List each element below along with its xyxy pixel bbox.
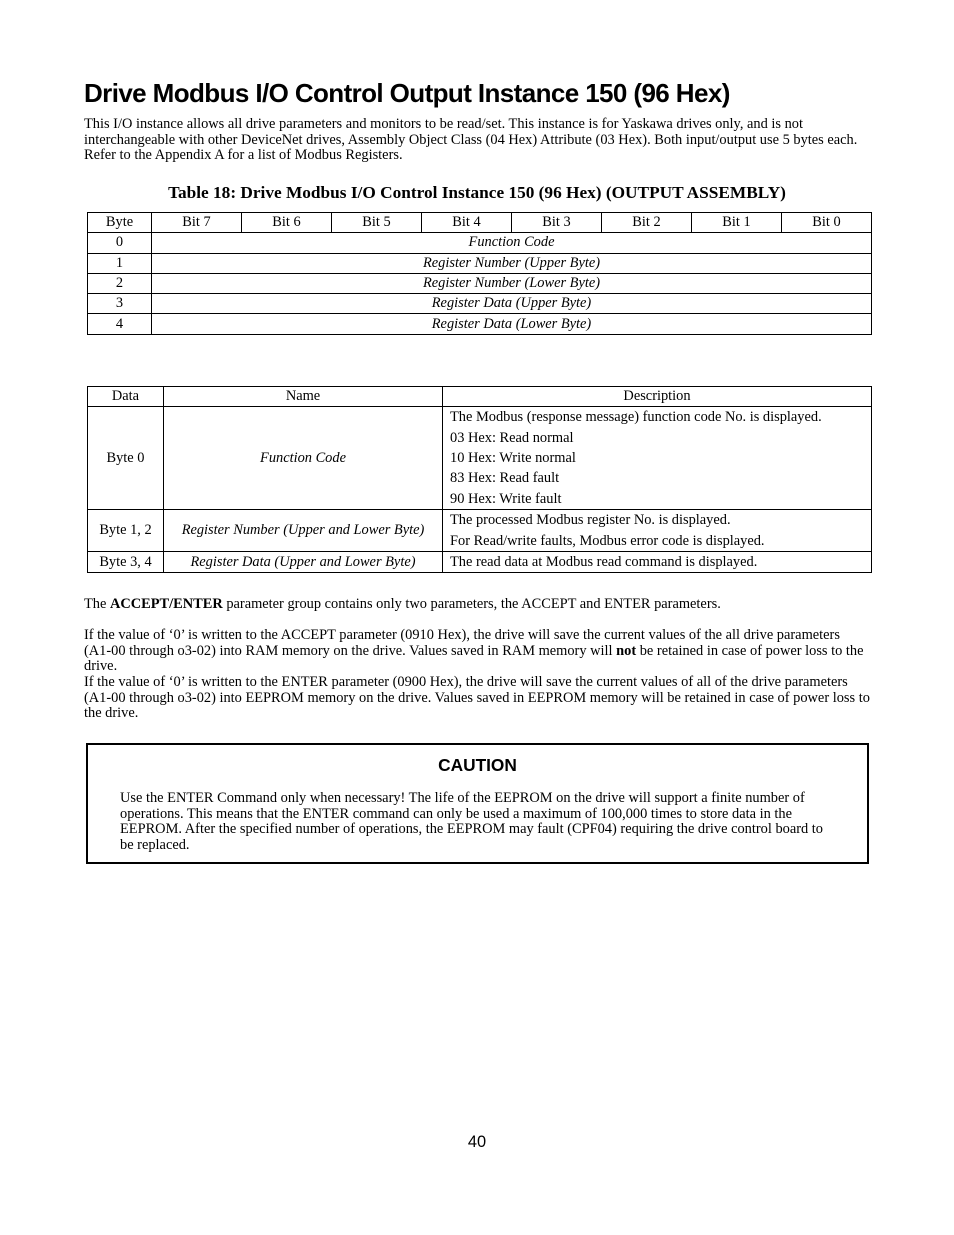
caution-box (86, 743, 869, 864)
page-title: Drive Modbus I/O Control Output Instance 150 (96 Hex) (84, 78, 730, 108)
intro-paragraph: This I/O instance allows all drive parameters and monitors to be read/set. This instance is for Yaskawa drives only, and is not interchangeable with other DeviceNet drives, Assembly Object Class (04 Hex) Attribute (03 Hex). Both input/output use 5 bytes each. Refer to the Appendix A for a list of Modbus Registers. (84, 116, 858, 164)
description-cell (443, 510, 872, 552)
description-line: 10 Hex: Write normal (450, 450, 576, 467)
page-number: 40 (467, 1133, 487, 1151)
table-title: Table 18: Drive Modbus I/O Control Instance 150 (96 Hex) (OUTPUT ASSEMBLY) (168, 183, 786, 202)
accept-paragraph (84, 628, 870, 675)
name-cell: Register Data (Upper and Lower Byte) (164, 552, 443, 573)
description-cell (443, 407, 872, 510)
data-description-table (87, 386, 872, 573)
byte-cell: 2 (88, 273, 152, 293)
table-row (88, 407, 872, 510)
description-line: 90 Hex: Write fault (450, 490, 562, 507)
description-line: 03 Hex: Read normal (450, 429, 574, 446)
data-cell: Byte 0 (88, 407, 164, 510)
value-cell: Function Code (152, 233, 872, 253)
caution-title: CAUTION (438, 755, 517, 775)
bold-term: not (616, 642, 637, 659)
bold-term: ACCEPT/ENTER (109, 596, 223, 612)
text-run: parameter group contains only two parameters, the ACCEPT and ENTER parameters. (222, 596, 721, 612)
column-header: Bit 7 (152, 213, 242, 233)
column-header: Bit 1 (692, 213, 782, 233)
table-row (88, 294, 872, 314)
description-line: For Read/write faults, Modbus error code is displayed. (450, 532, 765, 549)
table-header-row (88, 213, 872, 233)
column-header: Bit 2 (602, 213, 692, 233)
value-cell: Register Number (Upper Byte) (152, 253, 872, 273)
data-cell: Byte 1, 2 (88, 510, 164, 552)
text-run: If the value of ‘0’ is written to the ACCEPT parameter (0910 Hex), the drive will save the current values of the all drive parameters (A1-00 through o3-02) into RAM memory on the drive. Values saved in RAM memory will (84, 627, 840, 659)
description-cell (443, 552, 872, 573)
description-line: The read data at Modbus read command is displayed. (450, 554, 758, 571)
name-cell: Register Number (Upper and Lower Byte) (164, 510, 443, 552)
column-header: Bit 4 (422, 213, 512, 233)
column-header: Byte (88, 213, 152, 233)
description-line: The Modbus (response message) function code No. is displayed. (450, 409, 822, 426)
table-row (88, 233, 872, 253)
byte-cell: 4 (88, 314, 152, 334)
caution-body: Use the ENTER Command only when necessary! The life of the EEPROM on the drive will support a finite number of operations. This means that the ENTER command can only be used a maximum of 100,000 times to store data in the EEPROM. After the specified number of operations, the EEPROM may fault (CPF04) requiring the drive control board to be replaced. (120, 790, 824, 853)
table-row (88, 552, 872, 573)
byte-cell: 0 (88, 233, 152, 253)
column-header: Bit 5 (332, 213, 422, 233)
table-row (88, 273, 872, 293)
value-cell: Register Data (Lower Byte) (152, 314, 872, 334)
description-line: 83 Hex: Read fault (450, 470, 560, 487)
column-header: Name (164, 387, 443, 407)
text-run: The (84, 596, 110, 612)
value-cell: Register Number (Lower Byte) (152, 273, 872, 293)
column-header: Bit 0 (782, 213, 872, 233)
output-assembly-table (87, 212, 872, 335)
name-cell: Function Code (164, 407, 443, 510)
byte-cell: 1 (88, 253, 152, 273)
column-header: Data (88, 387, 164, 407)
byte-cell: 3 (88, 294, 152, 314)
enter-paragraph: If the value of ‘0’ is written to the ENTER parameter (0900 Hex), the drive will save the current values of all of the drive parameters (A1-00 through o3-02) into EEPROM memory on the drive. Values saved in EEPROM memory will be retained in case of power loss to the drive. (84, 674, 870, 722)
data-cell: Byte 3, 4 (88, 552, 164, 573)
table-row (88, 253, 872, 273)
column-header: Bit 6 (242, 213, 332, 233)
table-header-row (88, 387, 872, 407)
table-row (88, 510, 872, 552)
text-run: be retained in case of power loss to the drive. (84, 642, 864, 675)
description-line: The processed Modbus register No. is displayed. (450, 512, 731, 529)
table-row (88, 314, 872, 334)
column-header: Description (443, 387, 872, 407)
value-cell: Register Data (Upper Byte) (152, 294, 872, 314)
column-header: Bit 3 (512, 213, 602, 233)
accept-enter-paragraph (84, 597, 870, 613)
